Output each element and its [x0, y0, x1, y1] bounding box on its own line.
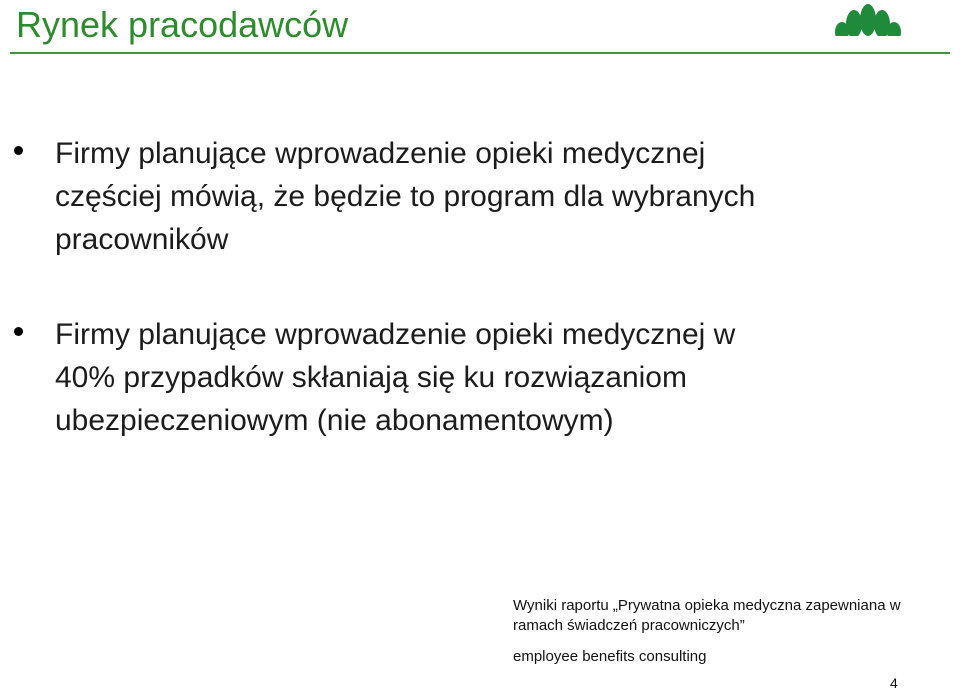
green-fan-logo-icon [832, 2, 904, 42]
bullet-item [14, 313, 914, 442]
title-divider [10, 52, 950, 54]
bullet-line: 40% przypadków skłaniają się ku rozwiązaniom [55, 361, 687, 394]
footer-text: employee benefits consulting [513, 648, 707, 665]
bullet-line: Firmy planujące wprowadzenie opieki medycznej [55, 137, 706, 170]
page-number: 4 [890, 675, 898, 691]
bullet-list [14, 132, 914, 494]
bullet-line: częściej mówią, że będzie to program dla wybranych [55, 180, 756, 213]
slide-title: Rynek pracodawców [16, 4, 349, 45]
source-line: ramach świadczeń pracowniczych” [513, 617, 745, 634]
bullet-line: Firmy planujące wprowadzenie opieki medycznej w [55, 318, 736, 351]
bullet-dot-icon [14, 327, 23, 336]
bullet-item [14, 132, 914, 261]
source-line: Wyniki raportu „Prywatna opieka medyczna zapewniana w [513, 597, 901, 614]
source-note [513, 596, 901, 636]
bullet-dot-icon [14, 146, 23, 155]
bullet-line: ubezpieczeniowym (nie abonamentowym) [55, 404, 614, 437]
bullet-line: pracowników [55, 223, 229, 256]
